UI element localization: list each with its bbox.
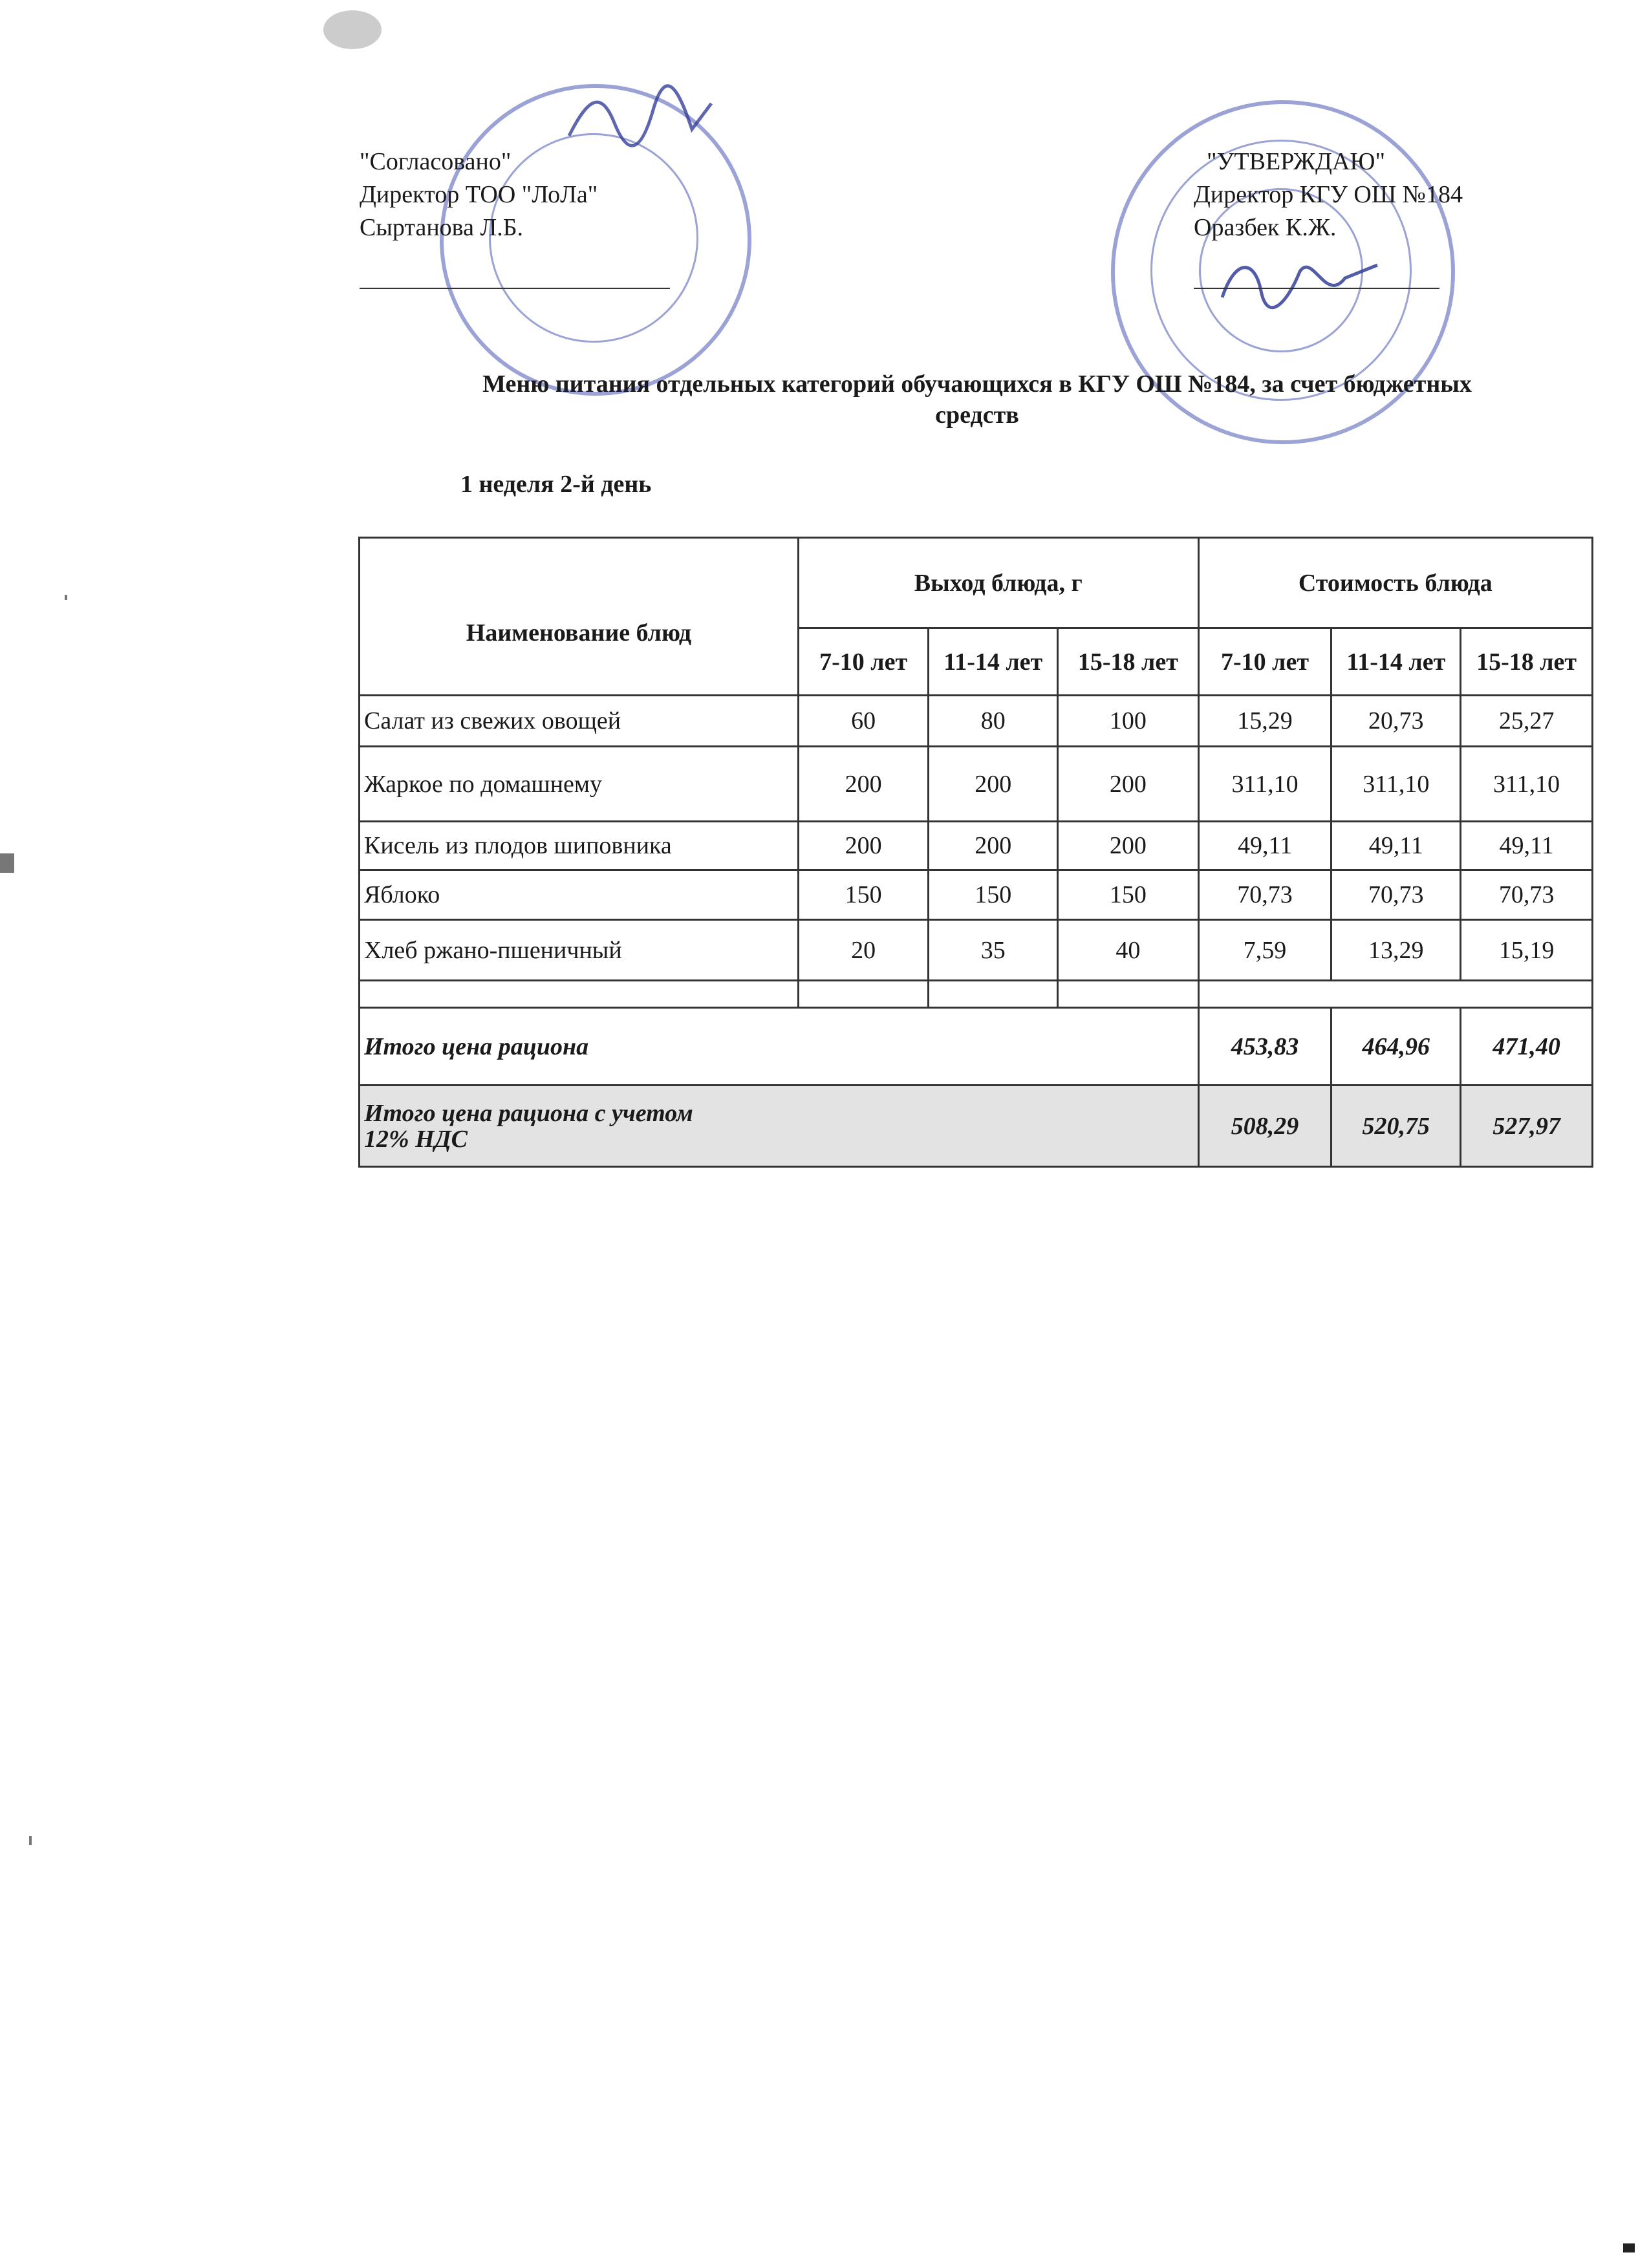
total-value: 464,96 [1331, 1008, 1461, 1086]
cell-value: 311,10 [1198, 747, 1331, 822]
cell-value: 150 [798, 870, 929, 920]
header-age: 7-10 лет [798, 628, 929, 696]
empty-cell [1198, 981, 1592, 1008]
page-title-line1: Меню питания отдельных категорий обучающихся в КГУ ОШ №184, за счет бюджетных [482, 370, 1472, 398]
total-vat-value: 520,75 [1331, 1086, 1461, 1167]
header-age: 11-14 лет [1331, 628, 1461, 696]
cell-value: 311,10 [1461, 747, 1593, 822]
total-vat-label [360, 1086, 1199, 1167]
total-value: 453,83 [1198, 1008, 1331, 1086]
header-age: 15-18 лет [1058, 628, 1199, 696]
cell-value: 49,11 [1461, 822, 1593, 870]
scan-smudge [323, 10, 382, 49]
scan-speck [65, 595, 67, 600]
cell-value: 15,29 [1198, 696, 1331, 747]
cell-value: 60 [798, 696, 929, 747]
empty-row [360, 981, 1593, 1008]
cell-value: 311,10 [1331, 747, 1461, 822]
cell-value: 49,11 [1331, 822, 1461, 870]
signature-line-left [360, 288, 670, 289]
table-row [360, 920, 1593, 981]
cell-value: 200 [1058, 822, 1199, 870]
dish-name: Салат из свежих овощей [360, 696, 799, 747]
header-age: 15-18 лет [1461, 628, 1593, 696]
dish-name: Хлеб ржано-пшеничный [360, 920, 799, 981]
header-age: 7-10 лет [1198, 628, 1331, 696]
total-vat-row [360, 1086, 1593, 1167]
approval-left-line1: "Согласовано" [360, 148, 512, 175]
cell-value: 25,27 [1461, 696, 1593, 747]
header-age: 11-14 лет [929, 628, 1058, 696]
total-vat-value: 508,29 [1198, 1086, 1331, 1167]
cell-value: 100 [1058, 696, 1199, 747]
dish-name: Яблоко [360, 870, 799, 920]
cell-value: 40 [1058, 920, 1199, 981]
scan-speck [29, 1836, 32, 1845]
signature-right [1216, 246, 1384, 317]
cell-value: 35 [929, 920, 1058, 981]
total-vat-label-line2: 12% НДС [364, 1125, 468, 1153]
table-row [360, 870, 1593, 920]
approval-left [360, 145, 598, 244]
scan-speck [1623, 2243, 1635, 2252]
cell-value: 49,11 [1198, 822, 1331, 870]
cell-value: 15,19 [1461, 920, 1593, 981]
approval-right-line2: Директор КГУ ОШ №184 [1194, 181, 1463, 208]
cell-value: 70,73 [1331, 870, 1461, 920]
cell-value: 20 [798, 920, 929, 981]
dish-name: Жаркое по домашнему [360, 747, 799, 822]
cell-value: 150 [1058, 870, 1199, 920]
cell-value: 200 [798, 822, 929, 870]
empty-cell [1058, 981, 1199, 1008]
cell-value: 200 [1058, 747, 1199, 822]
approval-right [1194, 145, 1463, 244]
menu-table [358, 537, 1593, 1168]
approval-left-line2: Директор ТОО "ЛоЛа" [360, 181, 598, 208]
header-cost-group: Стоимость блюда [1198, 538, 1592, 628]
total-vat-label-line1: Итого цена рациона с учетом [364, 1099, 693, 1127]
cell-value: 20,73 [1331, 696, 1461, 747]
total-row [360, 1008, 1593, 1086]
cell-value: 80 [929, 696, 1058, 747]
page-title-line2: средств [935, 401, 1019, 429]
signature-line-right [1194, 288, 1439, 289]
cell-value: 150 [929, 870, 1058, 920]
table-row [360, 747, 1593, 822]
cell-value: 7,59 [1198, 920, 1331, 981]
dish-name: Кисель из плодов шиповника [360, 822, 799, 870]
cell-value: 70,73 [1461, 870, 1593, 920]
approval-right-line1: "УТВЕРЖДАЮ" [1207, 148, 1385, 175]
empty-cell [929, 981, 1058, 1008]
table-row [360, 822, 1593, 870]
cell-value: 13,29 [1331, 920, 1461, 981]
scan-speck [0, 853, 14, 873]
approval-right-line3: Оразбек К.Ж. [1194, 214, 1337, 241]
approval-left-line3: Сыртанова Л.Б. [360, 214, 524, 241]
week-day-label: 1 неделя 2-й день [460, 471, 652, 498]
header-row-1 [360, 538, 1593, 628]
table-row [360, 696, 1593, 747]
total-label: Итого цена рациона [360, 1008, 1199, 1086]
total-value: 471,40 [1461, 1008, 1593, 1086]
page-title [360, 369, 1595, 431]
cell-value: 200 [929, 822, 1058, 870]
header-output-group: Выход блюда, г [798, 538, 1198, 628]
cell-value: 200 [929, 747, 1058, 822]
cell-value: 70,73 [1198, 870, 1331, 920]
cell-value: 200 [798, 747, 929, 822]
empty-cell [798, 981, 929, 1008]
header-dish-name: Наименование блюд [360, 538, 799, 696]
empty-cell [360, 981, 799, 1008]
total-vat-value: 527,97 [1461, 1086, 1593, 1167]
